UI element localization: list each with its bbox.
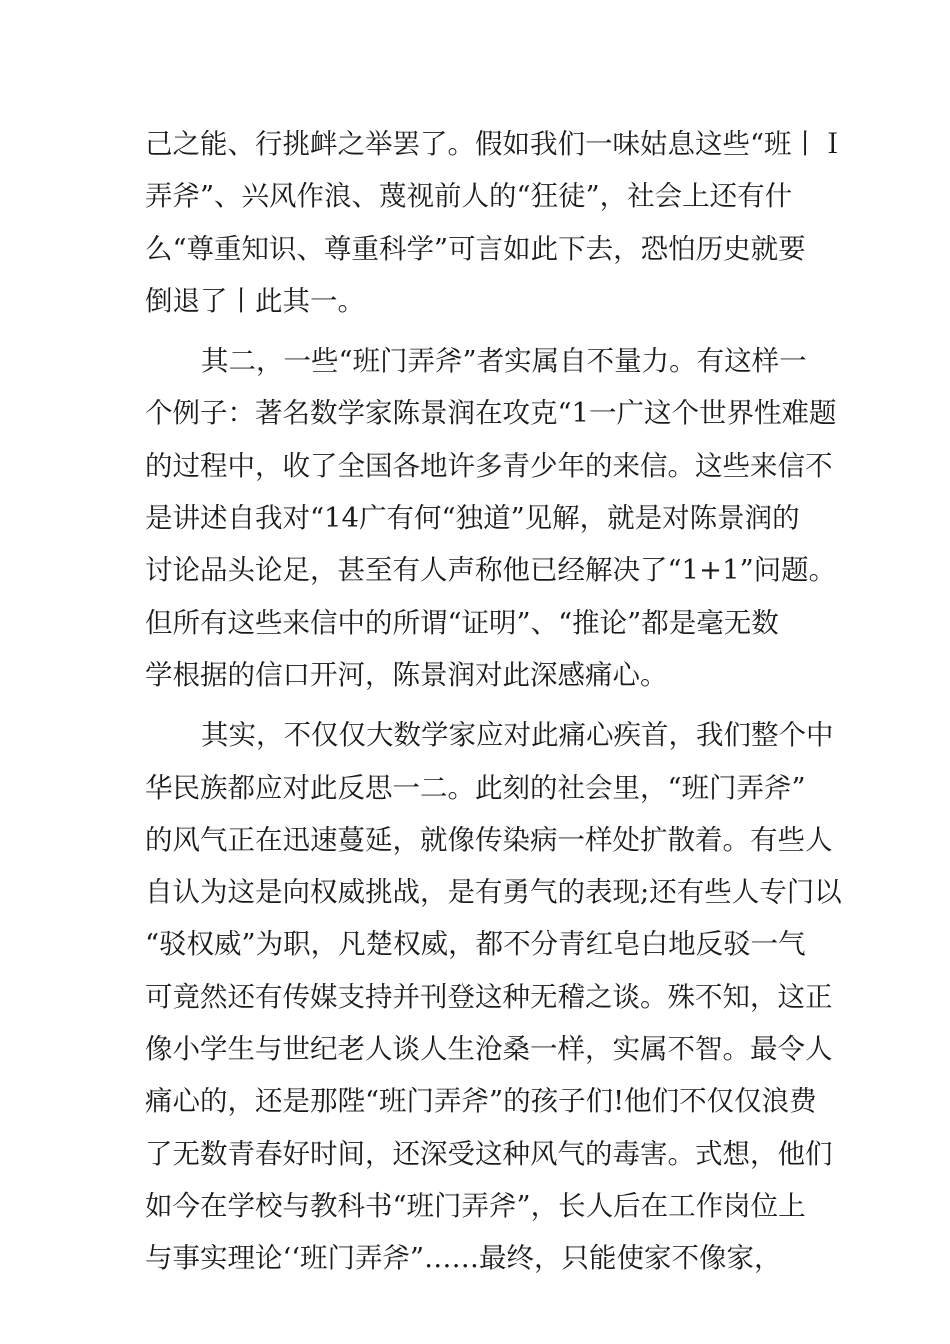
text-line: 学根据的信口开河，陈景润对此深感痛心。 xyxy=(145,658,668,691)
text-line: 么“尊重知识、尊重科学”可言如此下去，恐怕历史就要 xyxy=(145,232,806,265)
text-line: 华民族都应对此反思一二。此刻的社会里，“班门弄斧” xyxy=(145,771,806,804)
paragraph-first-line: 其实，不仅仅大数学家应对此痛心疾首，我们整个中 xyxy=(201,719,834,752)
paragraph-first-line: 其二，一些“班门弄斧”者实属自不量力。有这样一 xyxy=(201,345,807,378)
text-line: 的过程中，收了全国各地许多青少年的来信。这些来信不 xyxy=(145,449,833,482)
text-line: 与事实理论‘‘班门弄斧”……最终，只能使家不像家， xyxy=(145,1242,782,1275)
text-line: 讨论品头论足，甚至有人声称他已经解决了“1+1”问题。 xyxy=(145,554,837,587)
text-line: 弄斧”、兴风作浪、蔑视前人的“狂徒”，社会上还有什 xyxy=(145,180,793,213)
text-line: 自认为这是向权威挑战，是有勇气的表现;还有些人专门以 xyxy=(145,876,842,909)
text-line: 的风气正在迅速蔓延，就像传染病一样处扩散着。有些人 xyxy=(145,823,833,856)
text-line: 可竟然还有传媒支持并刊登这种无稽之谈。殊不知，这正 xyxy=(145,980,833,1013)
text-line: 如今在学校与教科书“班门弄斧”，长人后在工作岗位上 xyxy=(145,1189,806,1222)
text-line: “驳权威”为职，凡楚权威，都不分青红皂白地反驳一气 xyxy=(145,928,806,961)
text-line: 倒退了丨此其一。 xyxy=(145,284,365,317)
text-line: 个例子：著名数学家陈景润在攻克“1一广这个世界性难题 xyxy=(145,397,837,430)
text-line: 像小学生与世纪老人谈人生沧桑一样，实属不智。最令人 xyxy=(145,1033,833,1066)
text-line: 了无数青春好时间，还深受这种风气的毒害。式想，他们 xyxy=(145,1137,833,1170)
text-line: 痛心的，还是那陛“班门弄斧”的孩子们!他们不仅仅浪费 xyxy=(145,1085,817,1118)
text-line: 己之能、行挑衅之举罢了。假如我们一味姑息这些“班丨Ｉ xyxy=(145,128,847,160)
body-text xyxy=(145,128,847,1296)
text-line: 但所有这些来信中的所谓“证明”、“推论”都是毫无数 xyxy=(145,606,779,639)
text-line: 是讲述自我对“14广有何“独道”见解，就是对陈景润的 xyxy=(145,502,800,535)
